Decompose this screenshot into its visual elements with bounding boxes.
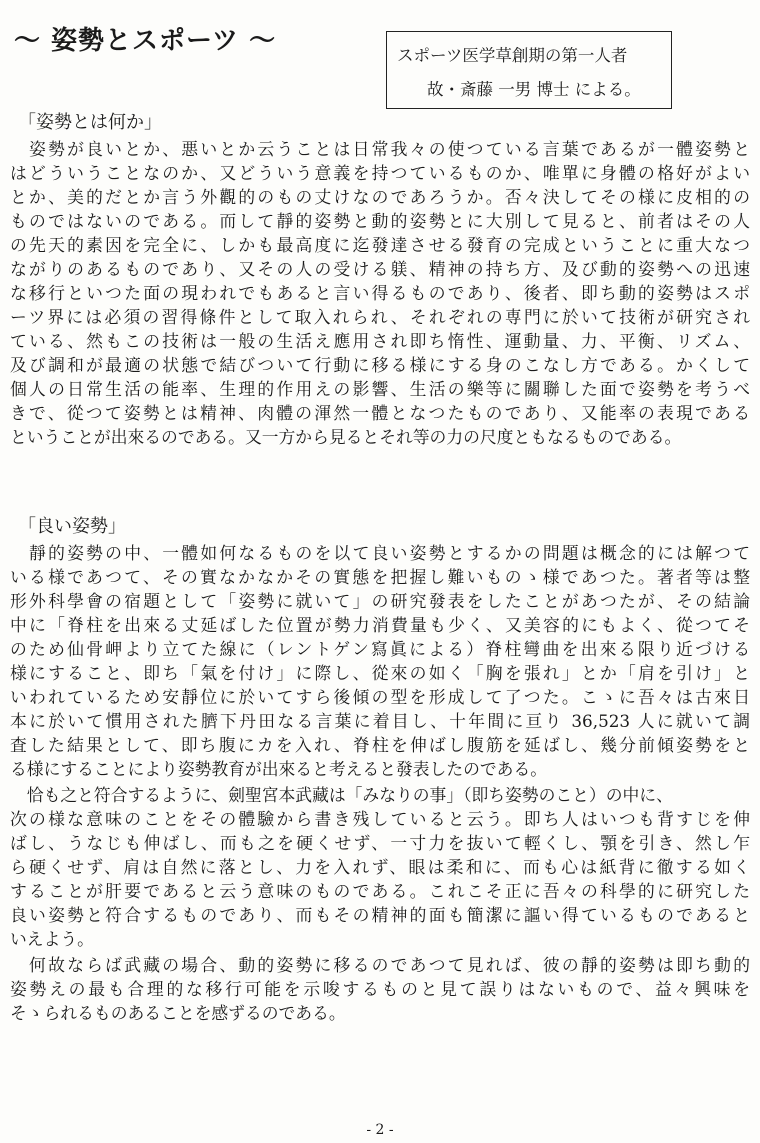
text-line: ばし、うなじも伸ばし、而も之を硬くせず、一寸力を抜いて輕くし、顎を引き、然し乍: [10, 833, 750, 853]
paragraph-what-is-posture: [10, 137, 750, 449]
paragraph-good-posture-2: [10, 783, 750, 951]
text-line: 個人の日常生活の能率、生理的作用えの影響、生活の樂等に關聯した面で姿勢を考うべ: [10, 379, 750, 399]
paragraph-good-posture-3: [10, 953, 750, 1025]
text-line: ーツ界には必須の習得條件として取入れられ、それぞれの専門に於いて技術が研究され: [10, 307, 750, 327]
text-line: 姿勢えの最も合理的な移行可能を示唆するものと見て誤りはないもので、益々興味を: [10, 979, 750, 999]
credit-line-2: 故・斎藤 一男 博士 による。: [427, 80, 641, 99]
text-line: はどういうことなのか、又どういう意義を持つているものか、唯單に身體の格好がよい: [10, 163, 750, 183]
text-line: いわれているため安靜位に於いてすら後傾の型を形成して了つた。こゝに吾々は古來日: [10, 687, 750, 707]
credit-line-1: スポーツ医学草創期の第一人者: [397, 46, 628, 65]
page-number: - 2 -: [366, 1122, 394, 1138]
text-line: 靜的姿勢の中、一體如何なるものを以て良い姿勢とするかの問題は概念的には解つて: [10, 543, 750, 563]
text-line: いえよう。: [10, 929, 94, 949]
text-line: 姿勢が良いとか、悪いとか云うことは日常我々の使つている言葉であるが一體姿勢と: [10, 139, 750, 159]
text-line: 良い姿勢と符合するものであり、而もその精神的面も簡潔に謳い得ているものであると: [10, 905, 750, 925]
text-line: る様にすることにより姿勢教育が出來ると考えると發表したのである。: [10, 759, 548, 779]
text-line: ということが出來るのである。又一方から見るとそれ等の力の尺度ともなるものである。: [10, 427, 682, 447]
author-credit-box: [386, 31, 672, 109]
text-line: とか、美的だとか言う外觀的のもの丈けなのであろうか。否々決してその様に皮相的の: [10, 187, 750, 207]
text-line: ている、然もこの技術は一般の生活え應用され即ち惰性、運動量、力、平衡、リズム、: [10, 331, 750, 351]
text-line: の先天的素因を完全に、しかも最高度に迄發達させる發育の完成ということに重大なつ: [10, 235, 750, 255]
section-heading-good-posture: 「良い姿勢」: [18, 516, 126, 537]
text-line: 中に「脊柱を出來る丈延ばした位置が勢力消費量も少く、又美容的にもよく、從つてそ: [10, 615, 750, 635]
text-line: 査した結果として、即ち腹にカを入れ、脊柱を伸ばし腹筋を延ばし、幾分前傾姿勢をと: [10, 735, 750, 755]
text-line: いる様であつて、その實なかなかその實態を把握し難いものゝ様であつた。著者等は整: [10, 567, 750, 587]
text-line: 次の様な意味のことをその體驗から書き残していると云う。即ち人はいつも背すじを伸: [10, 809, 750, 829]
page-title: 〜 姿勢とスポーツ 〜: [14, 26, 277, 56]
text-line: 本に於いて慣用された臍下丹田なる言葉に着目し、十年間に亘り 36,523 人に就いて調: [10, 711, 750, 731]
text-line: することが肝要であると云う意味のものである。これこそ正に吾々の科學的に研究した: [10, 881, 750, 901]
text-line: 様にすること、即ち「氣を付け」に際し、從來の如く「胸を張れ」とか「肩を引け」と: [10, 663, 750, 683]
text-line: な移行といつた面の現われでもあると言い得るものであり、後者、即ち動的姿勢はスポ: [10, 283, 750, 303]
text-line: 何故ならば武藏の場合、動的姿勢に移るのであつて見れば、彼の靜的姿勢は即ち動的: [10, 955, 750, 975]
text-line: きで、從つて姿勢とは精神、肉體の渾然一體となつたものであり、又能率の表現である: [10, 403, 750, 423]
text-line: 恰も之と符合するように、劍聖宮本武藏は「みなりの事」（即ち姿勢のこと）の中に、: [10, 785, 673, 805]
text-line: のため仙骨岬より立てた線に（レントゲン寫眞による）脊柱彎曲を出來る限り近づける: [10, 639, 750, 659]
paragraph-good-posture-1: [10, 541, 750, 781]
text-line: 及び調和が最適の状態で結びついて行動に移る様にする身のこなし方である。かくして: [10, 355, 750, 375]
text-line: そゝられるものあることを感ずるのである。: [10, 1003, 346, 1023]
section-heading-what-is-posture: 「姿勢とは何か」: [18, 112, 162, 133]
text-line: 形外科學會の宿題として「姿勢に就いて」の研究發表をしたことがあつたが、その結論: [10, 591, 750, 611]
text-line: ものではないのである。而して靜的姿勢と動的姿勢とに大別して見ると、前者はその人: [10, 211, 750, 231]
text-line: ら硬くせず、肩は自然に落とし、力を入れず、眼は柔和に、而も心は紙背に徹する如く: [10, 857, 750, 877]
text-line: ながりのあるものであり、又その人の受ける躾、精神の持ち方、及び動的姿勢への迅速: [10, 259, 750, 279]
